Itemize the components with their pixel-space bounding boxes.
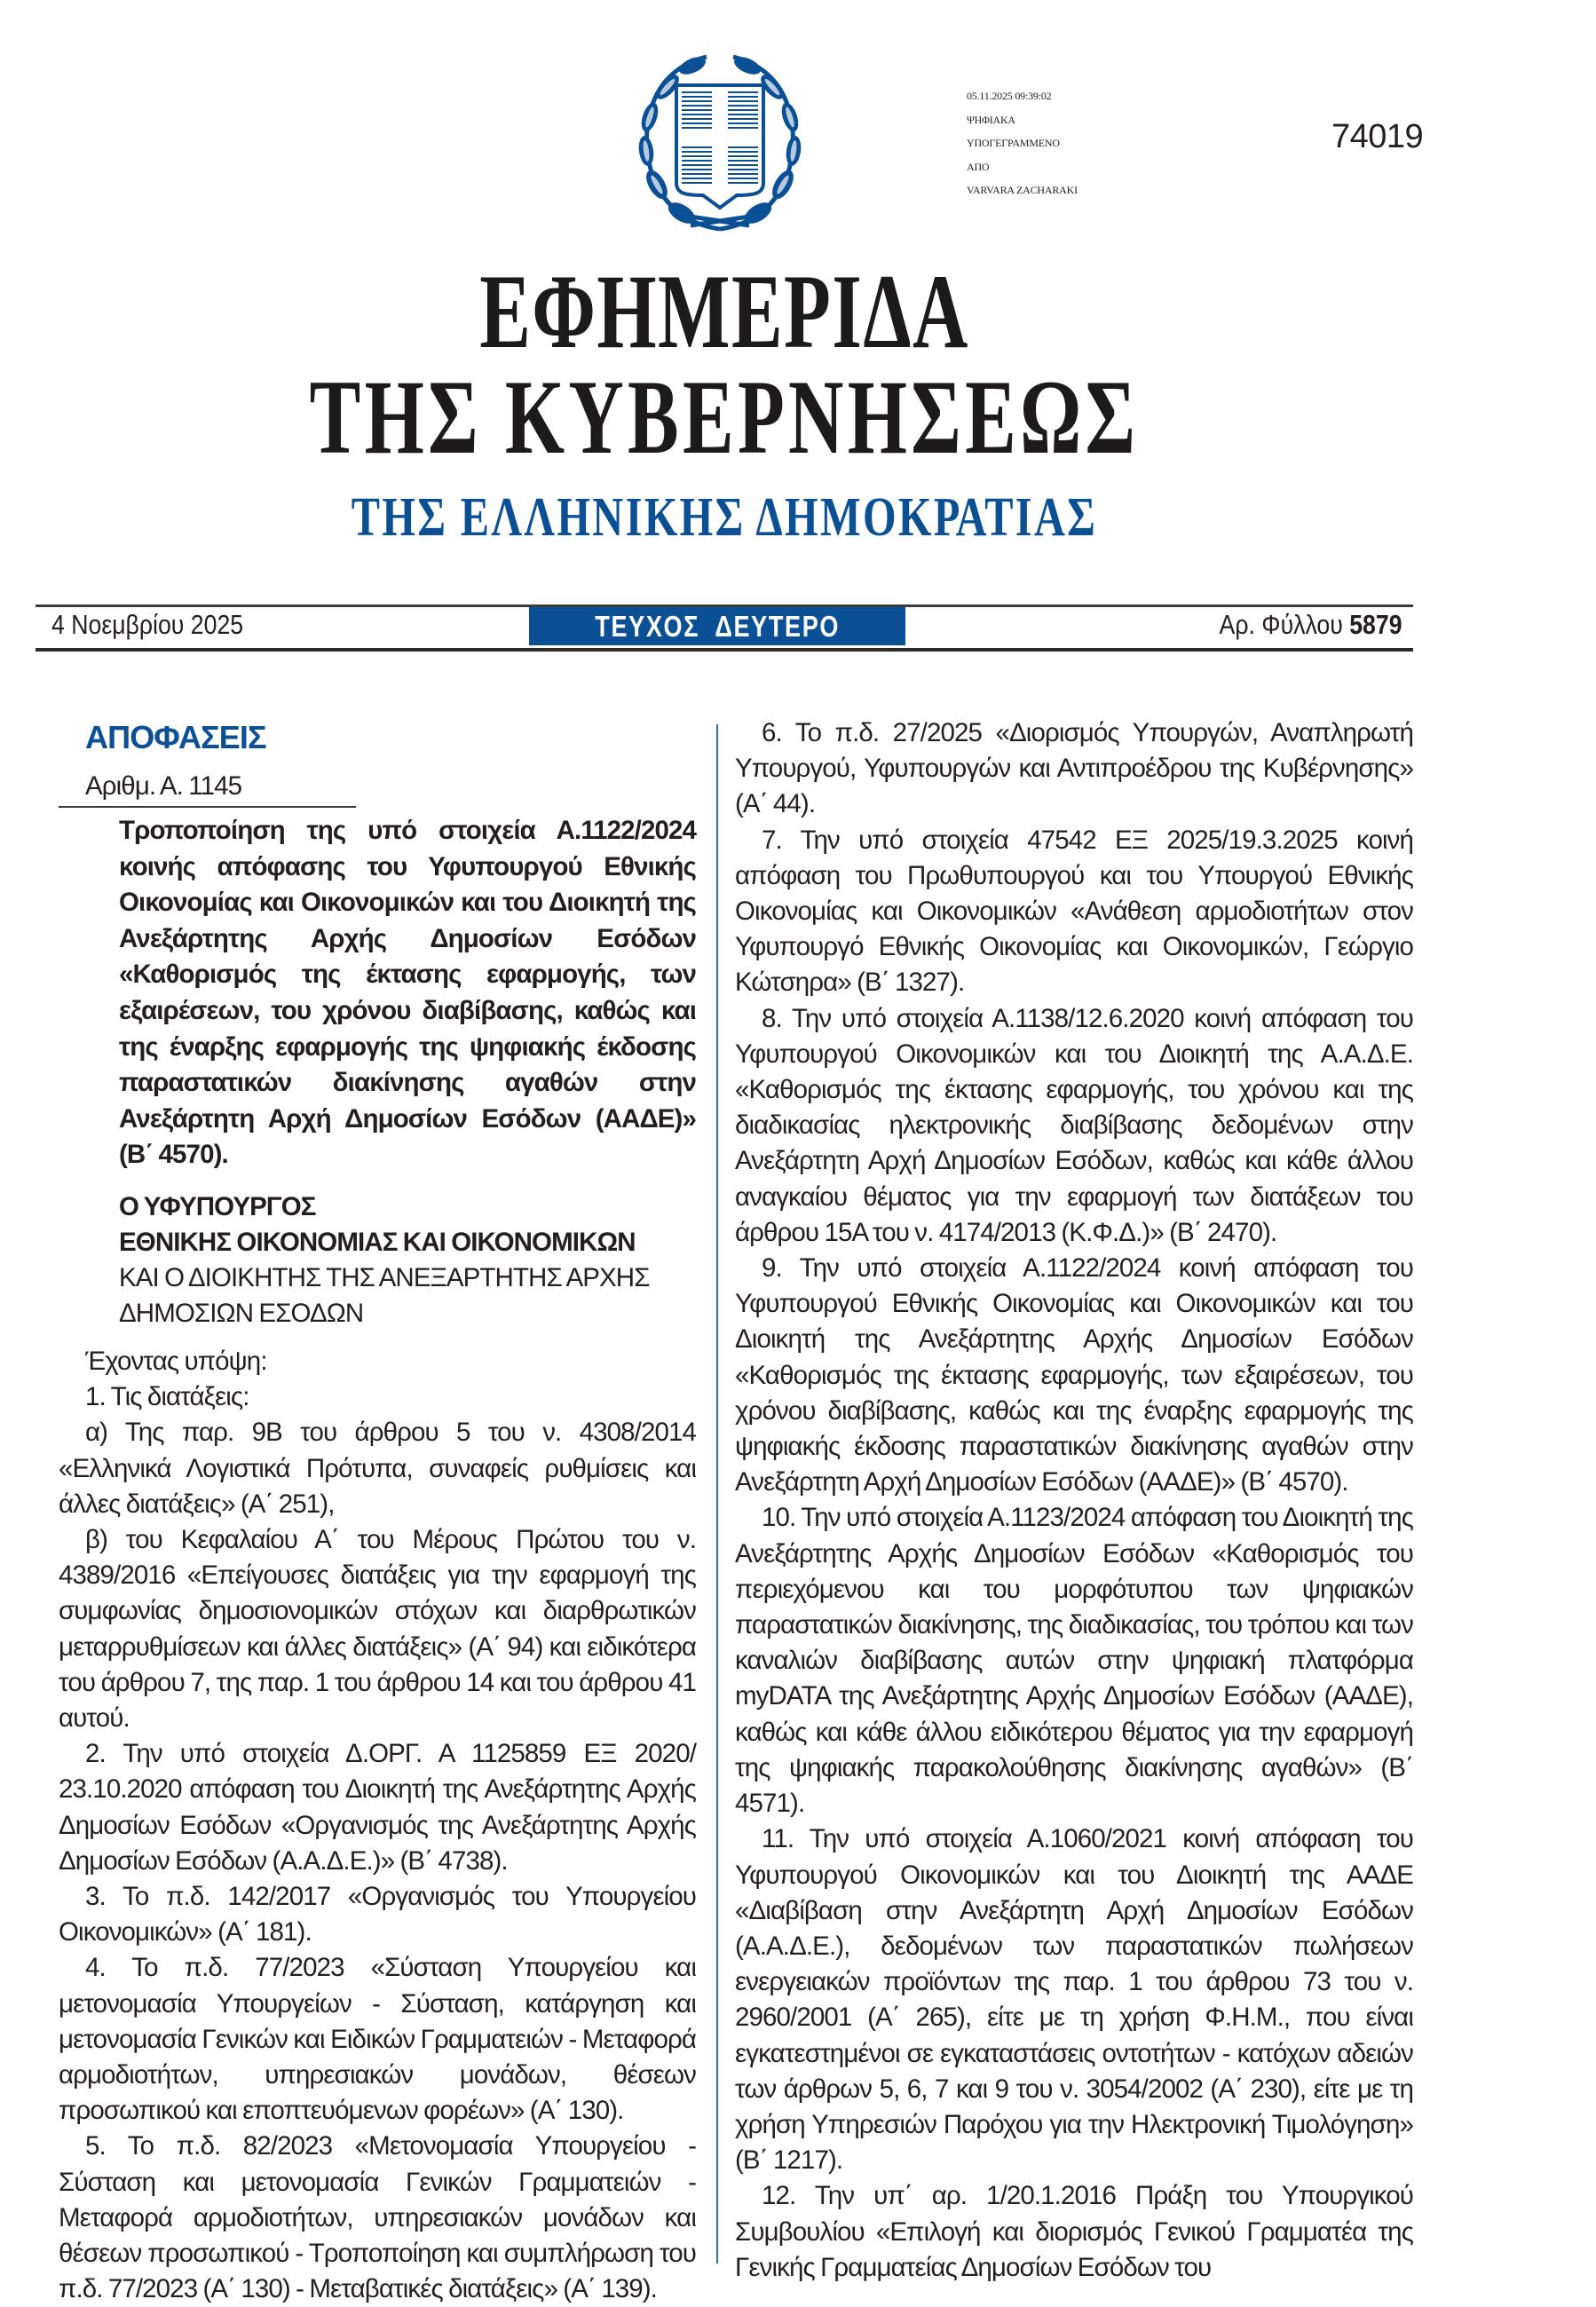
paragraph: 12. Την υπ΄ αρ. 1/20.1.2016 Πράξη του Υπουργικού Συμβουλίου «Επιλογή και διορισμός Γενικού Γραμματέα της Γενικής Γραμματείας Δημοσίων Εσόδων του [735,2181,1413,2282]
signature-signer: VARVARA ZACHARAKI [967,184,1078,196]
masthead-title-line2: ΤΗΣ ΚΥΒΕΡΝΗΣΕΩΣ [309,358,1140,476]
paragraph: β) του Κεφαλαίου Α΄ του Μέρους Πρώτου του ν. 4389/2016 «Επείγουσες διατάξεις για την εφαρμογή της συμφωνίας δημοσιονομικών στόχων και διαρθρωτικών μεταρρυθμίσεων και άλλες διατάξεις» (Α΄ 94) και ειδικότερα του άρθρου 7, της παρ. 1 του άρθρου 14 και του άρθρου 41 αυτού. [59,1524,696,1733]
sheet-number-value: 5879 [1349,609,1402,640]
page-number: 74019 [1331,118,1424,155]
paragraph: 8. Την υπό στοιχεία Α.1138/12.6.2020 κοινή απόφαση του Υφυπουργού Οικονομικών και του Διοικητή της Α.Α.Δ.Ε. «Καθορισμός της έκτασης εφαρμογής, του χρόνου και της διαδικασίας ηλεκτρονικής διαβίβασης δεδομένων στην Ανεξάρτητη Αρχή Δημοσίων Εσόδων, καθώς και κάθε άλλου αναγκαίου θέματος για την εφαρμογή των διατάξεων του άρθρου 15Α του ν. 4174/2013 (Κ.Φ.Δ.)» (Β΄ 2470). [735,1003,1413,1247]
paragraph: 4. Το π.δ. 77/2023 «Σύσταση Υπουργείου και μετονομασία Υπουργείων - Σύσταση, κατάργηση και μετονομασία Γενικών και Ειδικών Γραμματειών - Μεταφορά αρμοδιοτήτων, υπηρεσιακών μονάδων, θέσεων προσωπικού και εποπτευόμενων φορέων» (Α΄ 130). [59,1953,696,2126]
paragraph: 9. Την υπό στοιχεία Α.1122/2024 κοινή απόφαση του Υφυπουργού Εθνικής Οικονομίας και Οικονομικών και του Διοικητή της Ανεξάρτητης Αρχής Δημοσίων Εσόδων «Καθορισμός της έκτασης εφαρμογής, των εξαιρέσεων, του χρόνου διαβίβασης, καθώς και της έναρξης εφαρμογής της ψηφιακής έκδοσης παραστατικών διακίνησης αγαθών στην Ανεξάρτητη Αρχή Δημοσίων Εσόδων (ΑΑΔΕ)» (Β΄ 4570). [735,1253,1413,1497]
paragraph: 2. Την υπό στοιχεία Δ.ΟΡΓ. Α 1125859 ΕΞ 2020/ 23.10.2020 απόφαση του Διοικητή της Ανεξάρτητης Αρχής Δημοσίων Εσόδων «Οργανισμός της Ανεξάρτητης Αρχής Δημοσίων Εσόδων (Α.Α.Δ.Ε.)» (Β΄ 4738). [59,1739,696,1876]
issuing-authority [119,1189,696,1331]
section-title: ΑΠΟΦΑΣΕΙΣ [85,719,266,755]
decision-number-rule [59,806,356,808]
decision-number: Αριθμ. Α. 1145 [85,771,242,801]
authority-line: ΔΗΜΟΣΙΩΝ ΕΣΟΔΩΝ [119,1298,364,1328]
left-column [59,715,696,2307]
decision-subject: Τροποποίηση της υπό στοιχεία Α.1122/2024 κοινής απόφασης του Υφυπουργού Εθνικής Οικονομίας και Οικονομικών και του Διοικητή της Ανεξάρτητης Αρχής Δημοσίων Εσόδων «Καθορισμός της έκτασης εφαρμογής, των εξαιρέσεων, του χρόνου διαβίβασης, καθώς και της έναρξης εφαρμογής της ψηφιακής έκδοσης παραστατικών διακίνησης αγαθών στην Ανεξάρτητη Αρχή Δημοσίων Εσόδων (ΑΑΔΕ)» (Β΄ 4570). [119,816,696,1170]
issue-series-label: ΤΕΥΧΟΣ ΔΕΥΤΕΡΟ [595,610,840,643]
sheet-number-label: Αρ. Φύλλου [1219,609,1344,640]
signature-line: ΑΠΟ [967,160,990,173]
signature-line: ΥΠΟΓΕΓΡΑΜΜΕΝΟ [967,137,1060,149]
paragraph: α) Της παρ. 9Β του άρθρου 5 του ν. 4308/2014 «Ελληνικά Λογιστικά Πρότυπα, συναφείς ρυθμίσεις και άλλες διατάξεις» (Α΄ 251), [59,1418,696,1519]
greek-coat-of-arms-icon [637,51,802,234]
signature-line: ΨΗΦΙΑΚΑ [967,113,1015,126]
authority-line: Ο ΥΦΥΠΟΥΡΓΟΣ [119,1191,316,1221]
masthead-title-line1: ΕΦΗΜΕΡΙΔΑ [479,252,969,370]
paragraph: Έχοντας υπόψη: [85,1346,267,1376]
authority-line: ΚΑΙ Ο ΔΙΟΙΚΗΤΗΣ ΤΗΣ ΑΝΕΞΑΡΤΗΤΗΣ ΑΡΧΗΣ [119,1262,650,1292]
column-divider [716,724,718,2264]
digital-signature-stamp [967,84,1078,202]
signature-timestamp: 05.11.2025 09:39:02 [967,90,1052,102]
paragraph: 5. Το π.δ. 82/2023 «Μετονομασία Υπουργείου - Σύσταση και μετονομασία Γενικών Γραμματειών - Μεταφορά αρμοδιοτήτων, υπηρεσιακών μονάδων και θέσεων προσωπικού - Τροποποίηση και συμπλήρωση του π.δ. 77/2023 (Α΄ 130) - Μεταβατικές διατάξεις» (Α΄ 139). [59,2131,696,2304]
authority-line: ΕΘΝΙΚΗΣ ΟΙΚΟΝΟΜΙΑΣ ΚΑΙ ΟΙΚΟΝΟΜΙΚΩΝ [119,1227,636,1257]
issue-series-badge [529,607,905,645]
right-column [735,715,1413,2286]
paragraph: 6. Το π.δ. 27/2025 «Διορισμός Υπουργών, Αναπληρωτή Υπουργού, Υφυπουργών και Αντιπροέδρου της Κυβέρνησης» (Α΄ 44). [735,718,1413,819]
masthead-subtitle: ΤΗΣ ΕΛΛΗΝΙΚΗΣ ΔΗΜΟΚΡΑΤΙΑΣ [351,487,1098,548]
issue-date: 4 Νοεμβρίου 2025 [51,609,244,640]
sheet-number [1101,607,1402,643]
paragraph: 10. Την υπό στοιχεία Α.1123/2024 απόφαση του Διοικητή της Ανεξάρτητης Αρχής Δημοσίων Εσόδων «Καθορισμός του περιεχόμενου και του μορφότυπου των ψηφιακών παραστατικών διακίνησης, της διαδικασίας, του τρόπου και των καναλιών διαβίβασης αυτών στην ψηφιακή πλατφόρμα myDATA της Ανεξάρτητης Αρχής Δημοσίων Εσόδων (ΑΑΔΕ), καθώς και κάθε άλλου ειδικότερου θέματος για την εφαρμογή της ψηφιακής παρακολούθησης διακίνησης αγαθών» (Β΄ 4571). [735,1503,1413,1819]
paragraph: 7. Την υπό στοιχεία 47542 ΕΞ 2025/19.3.2025 κοινή απόφαση του Πρωθυπουργού και του Υπουργού Εθνικής Οικονομίας και Οικονομικών «Ανάθεση αρμοδιοτήτων στον Υφυπουργό Εθνικής Οικονομίας και Οικονομικών, Γεώργιο Κώτσηρα» (Β΄ 1327). [735,825,1413,998]
paragraph: 1. Τις διατάξεις: [85,1382,249,1412]
paragraph: 11. Την υπό στοιχεία Α.1060/2021 κοινή απόφαση του Υφυπουργού Οικονομικών και του Διοικητή της ΑΑΔΕ «Διαβίβαση στην Ανεξάρτητη Αρχή Δημοσίων Εσόδων (Α.Α.Δ.Ε.), δεδομένων των παραστατικών πωλήσεων ενεργειακών προϊόντων της παρ. 1 του άρθρου 73 του ν. 2960/2001 (Α΄ 265), είτε με τη χρήση Φ.Η.Μ., που είναι εγκατεστημένοι σε εγκαταστάσεις οντοτήτων - κατόχων αδειών των άρθρων 5, 6, 7 και 9 του ν. 3054/2002 (Α΄ 230), είτε με τη χρήση Υπηρεσιών Παρόχου για την Ηλεκτρονική Τιμολόγηση» (Β΄ 1217). [735,1824,1413,2176]
paragraph: 3. Το π.δ. 142/2017 «Οργανισμός του Υπουργείου Οικονομικών» (Α΄ 181). [59,1881,696,1948]
